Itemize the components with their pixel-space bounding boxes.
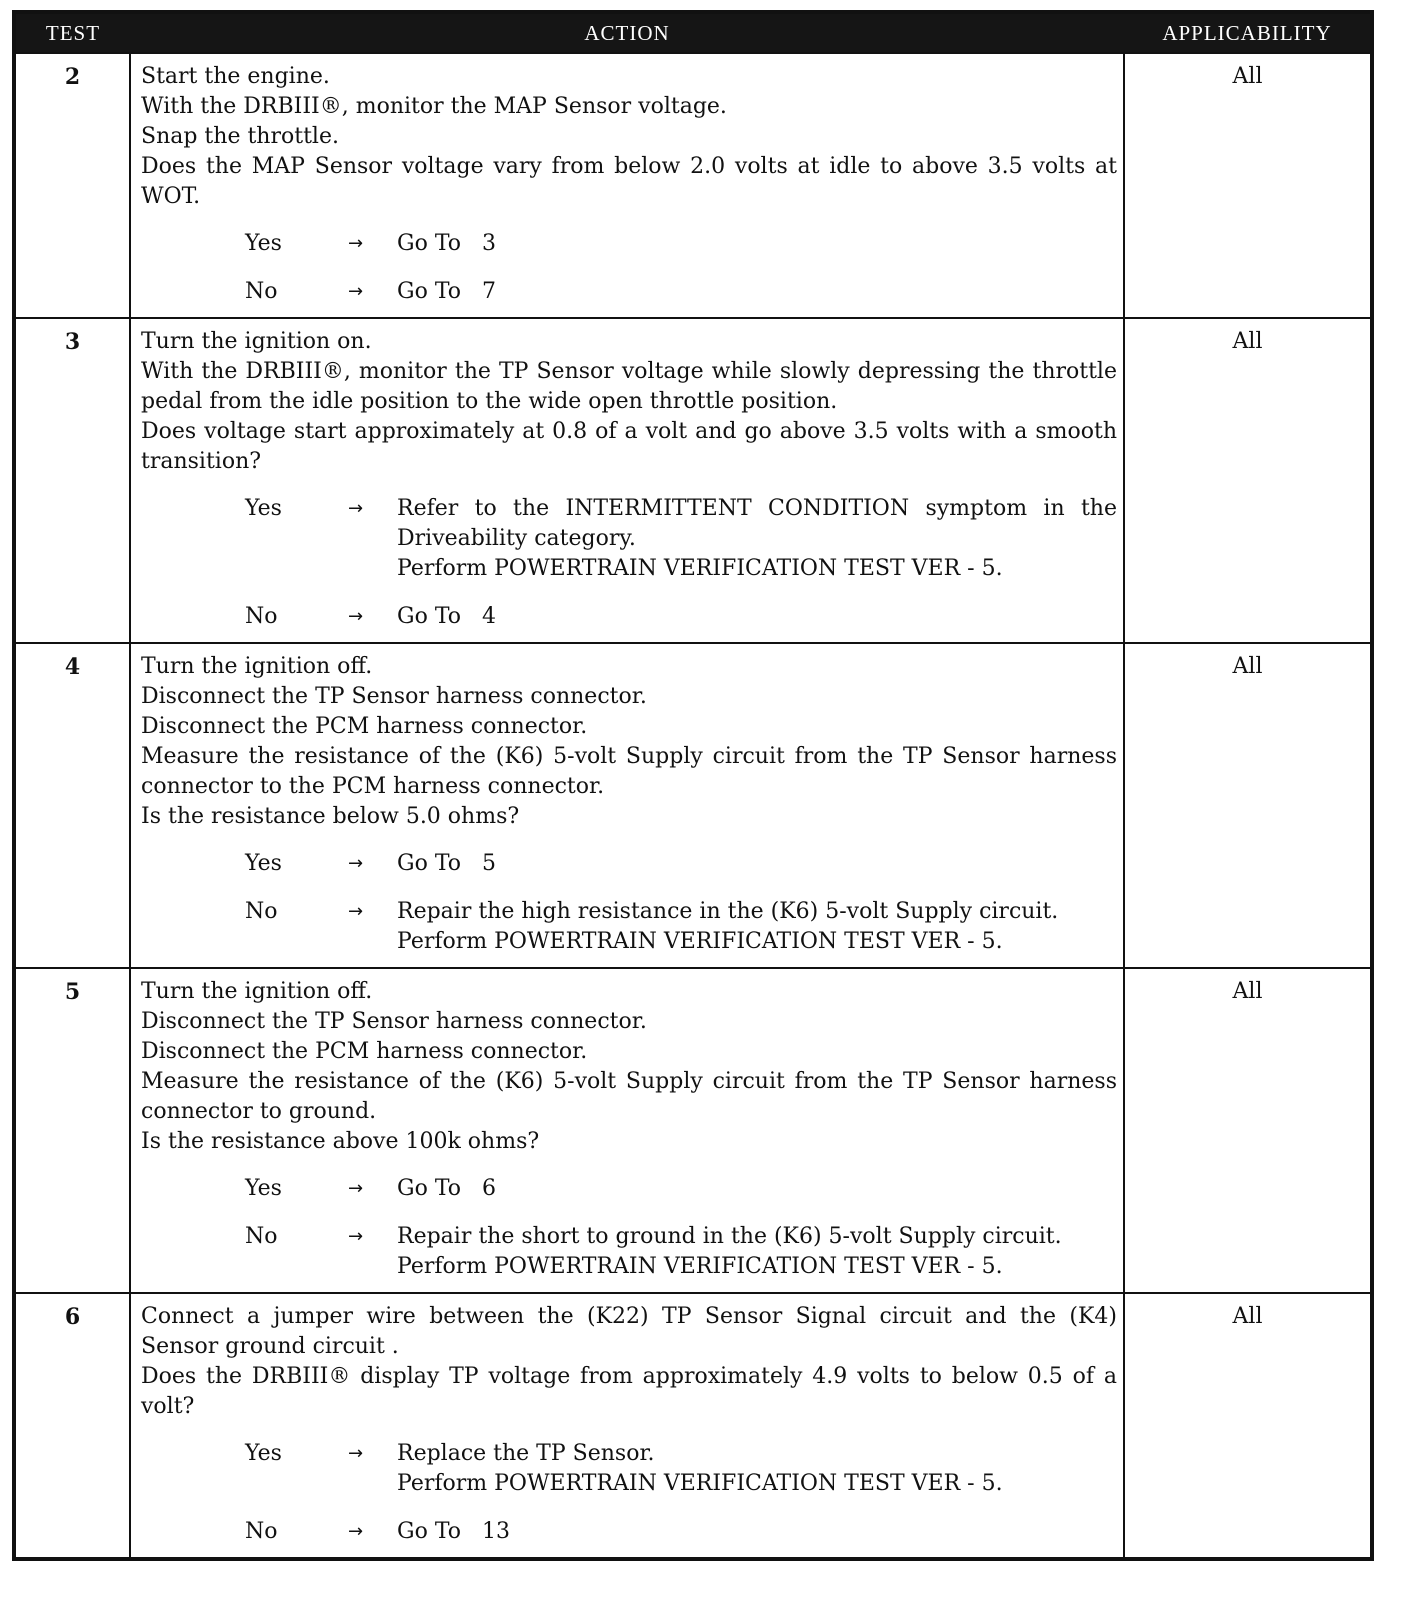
answer-result-line: Repair the short to ground in the (K6) 5-volt Supply circuit.: [397, 1224, 1062, 1249]
test-row: [14, 318, 1372, 643]
answer-label: No: [245, 279, 278, 304]
action-step: Connect a jumper wire between the (K22) TP Sensor Signal circuit and the (K4) Sensor ground circuit .: [141, 1304, 1117, 1359]
answer-label: No: [245, 1519, 278, 1544]
action-step: Measure the resistance of the (K6) 5-volt Supply circuit from the TP Sensor harness connector to the PCM harness connector.: [141, 744, 1117, 799]
test-number: 4: [14, 643, 130, 968]
header-applicability: APPLICABILITY: [1124, 12, 1372, 53]
table-body: [14, 53, 1372, 1559]
applicability-value: All: [1124, 53, 1372, 318]
answer-result: [397, 849, 1117, 879]
answer-no: [141, 1222, 1117, 1282]
answer-label: Yes: [245, 1441, 282, 1466]
answer-list: [141, 494, 1117, 632]
header-row: [14, 12, 1372, 53]
applicability-value: All: [1124, 318, 1372, 643]
test-row: [14, 968, 1372, 1293]
action-cell: [130, 643, 1124, 968]
arrow-icon: →: [348, 281, 364, 302]
answer-yes: [141, 1439, 1117, 1499]
header-action: ACTION: [130, 12, 1124, 53]
test-row: [14, 643, 1372, 968]
action-step: Does the MAP Sensor voltage vary from below 2.0 volts at idle to above 3.5 volts at WOT.: [141, 154, 1117, 209]
answer-result: [397, 897, 1117, 957]
applicability-value: All: [1124, 1293, 1372, 1559]
arrow-icon: →: [348, 1226, 364, 1247]
answer-label: Yes: [245, 851, 282, 876]
action-step: Disconnect the PCM harness connector.: [141, 1039, 588, 1064]
answer-result-line: Go To 5: [397, 851, 496, 876]
answer-no: [141, 602, 1117, 632]
answer-result: [397, 1174, 1117, 1204]
action-step: Disconnect the TP Sensor harness connector.: [141, 1009, 647, 1034]
answer-result: [397, 1439, 1117, 1499]
action-step: Is the resistance above 100k ohms?: [141, 1129, 540, 1154]
answer-label: Yes: [245, 231, 282, 256]
answer-result-line: Refer to the INTERMITTENT CONDITION symptom in the Driveability category.: [397, 496, 1117, 551]
answer-result-line: Go To 3: [397, 231, 496, 256]
action-step: Disconnect the TP Sensor harness connector.: [141, 684, 647, 709]
answer-result-line: Go To 13: [397, 1519, 510, 1544]
table-header: [14, 12, 1372, 53]
answer-no: [141, 897, 1117, 957]
answer-no: [141, 1517, 1117, 1547]
answer-result: [397, 229, 1117, 259]
answer-result: [397, 602, 1117, 632]
action-step: With the DRBIII®, monitor the MAP Sensor voltage.: [141, 94, 727, 119]
arrow-icon: →: [348, 1521, 364, 1542]
action-step: Measure the resistance of the (K6) 5-volt Supply circuit from the TP Sensor harness connector to ground.: [141, 1069, 1117, 1124]
test-number: 3: [14, 318, 130, 643]
action-cell: [130, 53, 1124, 318]
answer-label: Yes: [245, 1176, 282, 1201]
action-step: Does the DRBIII® display TP voltage from approximately 4.9 volts to below 0.5 of a volt?: [141, 1364, 1117, 1419]
answer-list: [141, 1174, 1117, 1282]
action-step: Snap the throttle.: [141, 124, 339, 149]
action-cell: [130, 1293, 1124, 1559]
answer-label: No: [245, 899, 278, 924]
answer-yes: [141, 494, 1117, 584]
answer-list: [141, 849, 1117, 957]
test-number: 5: [14, 968, 130, 1293]
action-step: Turn the ignition off.: [141, 654, 373, 679]
answer-list: [141, 1439, 1117, 1547]
arrow-icon: →: [348, 853, 364, 874]
test-number: 6: [14, 1293, 130, 1559]
action-cell: [130, 318, 1124, 643]
answer-result-line: Go To 4: [397, 604, 496, 629]
answer-no: [141, 277, 1117, 307]
applicability-value: All: [1124, 968, 1372, 1293]
action-cell: [130, 968, 1124, 1293]
action-step: Does voltage start approximately at 0.8 of a volt and go above 3.5 volts with a smooth transition?: [141, 419, 1117, 474]
answer-yes: [141, 849, 1117, 879]
answer-result-line: Replace the TP Sensor.: [397, 1441, 655, 1466]
answer-result-line: Perform POWERTRAIN VERIFICATION TEST VER - 5.: [397, 929, 1003, 954]
arrow-icon: →: [348, 498, 364, 519]
answer-result: [397, 277, 1117, 307]
answer-list: [141, 229, 1117, 307]
answer-result: [397, 494, 1117, 584]
test-number: 2: [14, 53, 130, 318]
answer-label: No: [245, 1224, 278, 1249]
action-step: With the DRBIII®, monitor the TP Sensor voltage while slowly depressing the throttle pedal from the idle position to the wide open throttle position.: [141, 359, 1117, 414]
arrow-icon: →: [348, 1443, 364, 1464]
header-test: TEST: [14, 12, 130, 53]
test-row: [14, 53, 1372, 318]
applicability-value: All: [1124, 643, 1372, 968]
arrow-icon: →: [348, 1178, 364, 1199]
arrow-icon: →: [348, 606, 364, 627]
arrow-icon: →: [348, 901, 364, 922]
arrow-icon: →: [348, 233, 364, 254]
diagnostic-test-table: [12, 10, 1374, 1561]
test-row: [14, 1293, 1372, 1559]
answer-yes: [141, 229, 1117, 259]
answer-label: No: [245, 604, 278, 629]
answer-result-line: Perform POWERTRAIN VERIFICATION TEST VER - 5.: [397, 1471, 1003, 1496]
answer-yes: [141, 1174, 1117, 1204]
action-step: Disconnect the PCM harness connector.: [141, 714, 588, 739]
answer-result-line: Go To 7: [397, 279, 496, 304]
answer-result-line: Perform POWERTRAIN VERIFICATION TEST VER - 5.: [397, 556, 1003, 581]
action-step: Is the resistance below 5.0 ohms?: [141, 804, 520, 829]
answer-result-line: Go To 6: [397, 1176, 496, 1201]
answer-result: [397, 1222, 1117, 1282]
answer-result-line: Repair the high resistance in the (K6) 5-volt Supply circuit.: [397, 899, 1059, 924]
action-step: Turn the ignition on.: [141, 329, 372, 354]
answer-result: [397, 1517, 1117, 1547]
answer-result-line: Perform POWERTRAIN VERIFICATION TEST VER - 5.: [397, 1254, 1003, 1279]
action-step: Turn the ignition off.: [141, 979, 373, 1004]
answer-label: Yes: [245, 496, 282, 521]
action-step: Start the engine.: [141, 64, 330, 89]
